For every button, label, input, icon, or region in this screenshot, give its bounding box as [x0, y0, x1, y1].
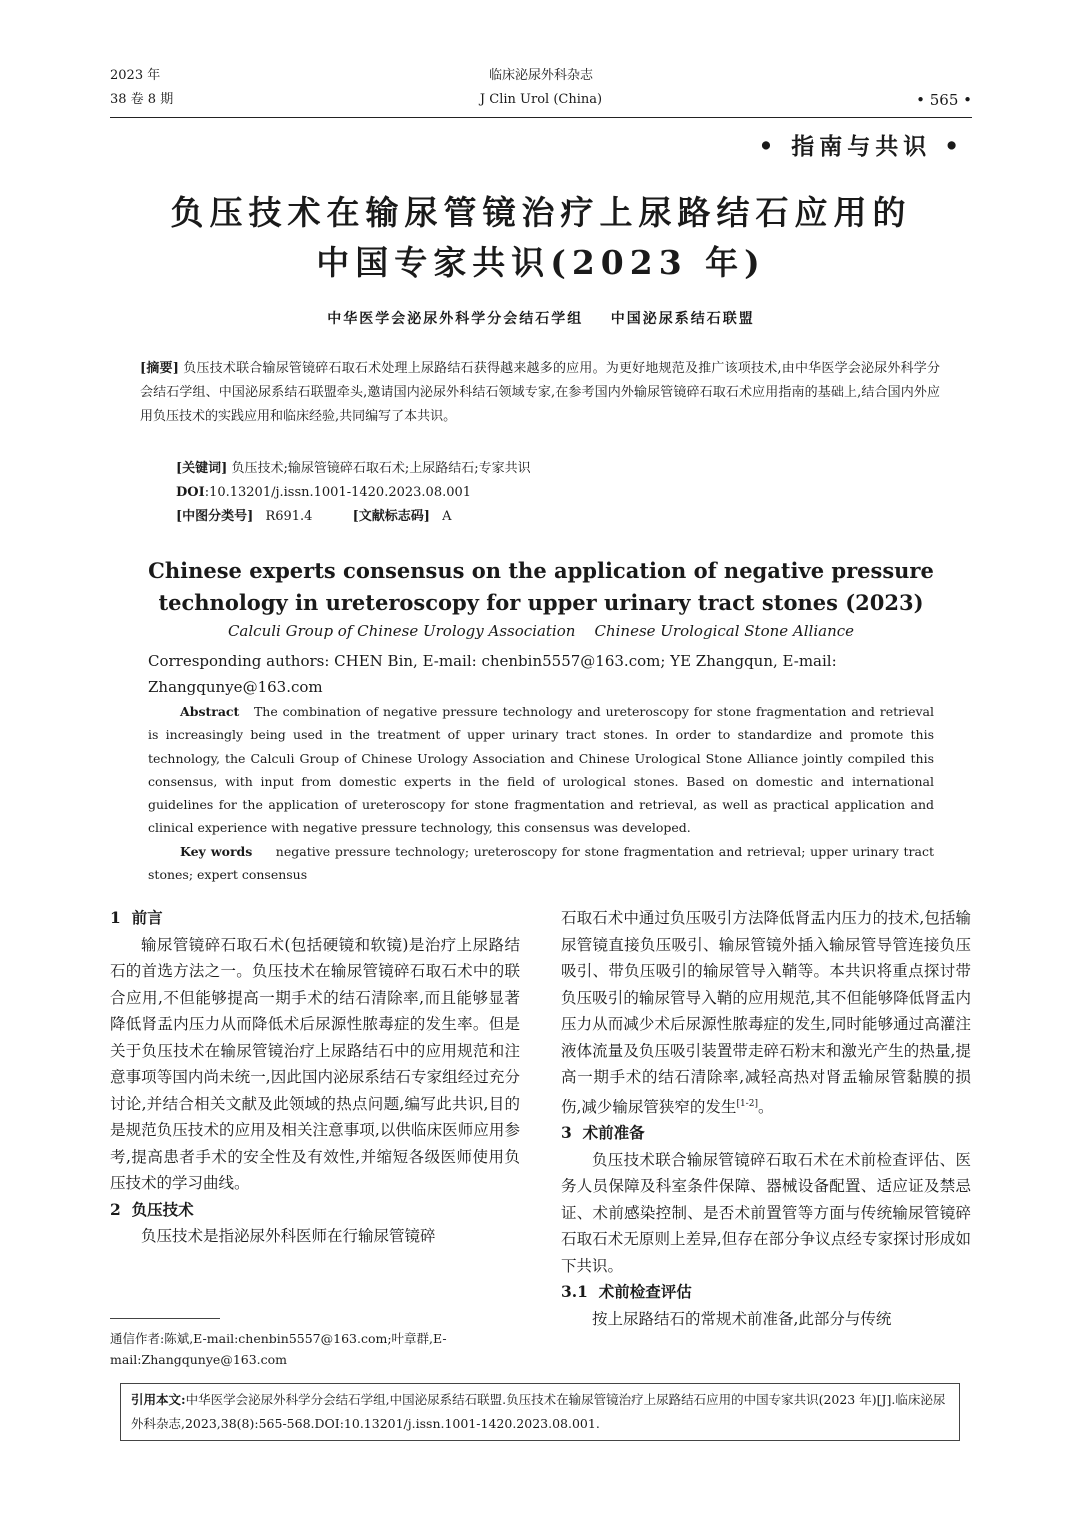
doi-text: :10.13201/j.issn.1001-1420.2023.08.001	[204, 485, 472, 500]
keywords-cn-label: [关键词]	[176, 461, 228, 476]
section-2-paragraph-cont	[561, 905, 971, 1120]
section-1-heading: 1 前言	[110, 908, 163, 927]
classification-value: R691.4	[265, 509, 313, 524]
citation-text: 中华医学会泌尿外科学分会结石学组,中国泌尿系结石联盟.负压技术在输尿管镜治疗上尿路结石应用的中国专家共识(2023 年)[J].临床泌尿外科杂志,2023,38(8):565-568.DOI:10.13201/j.issn.1001-1420.2023.08.001.	[131, 1392, 946, 1431]
abstract-cn	[140, 357, 940, 429]
abstract-en-label: Abstract	[180, 704, 240, 719]
section-2-end: 。	[757, 1097, 774, 1116]
keywords-en-label: Key words	[180, 844, 253, 859]
abstract-en	[148, 700, 934, 840]
keywords-cn-text: 负压技术;输尿管镜碎石取石术;上尿路结石;专家共识	[231, 461, 531, 476]
section-2-heading: 2 负压技术	[110, 1199, 194, 1219]
classification	[176, 506, 451, 528]
header-journal	[110, 64, 972, 112]
abstract-cn-label: [摘要]	[140, 361, 179, 376]
running-header	[110, 64, 972, 116]
abstract-cn-text: 负压技术联合输尿管镜碎石取石术处理上尿路结石获得越来越多的应用。为更好地规范及推广该项技术,由中华医学会泌尿外科学分会结石学组、中国泌尿系结石联盟牵头,邀请国内泌尿外科结石领域专家,在参考国内外输尿管镜碎石取石术应用指南的基础上,结合国内外应用负压技术的实践应用和临床经验,共同编写了本共识。	[140, 361, 940, 424]
section-2-text: 石取石术中通过负压吸引方法降低肾盂内压力的技术,包括输尿管镜直接负压吸引、输尿管镜外插入输尿管导管连接负压吸引、带负压吸引的输尿管导入鞘等。本共识将重点探讨带负压吸引的输尿管导入鞘的应用规范,其不但能够降低肾盂内压力从而减少术后尿源性脓毒症的发生,同时能够通过高灌注液体流量及负压吸引装置带走碎石粉末和激光产生的热量,提高一期手术的结石清除率,减轻高热对肾盂输尿管黏膜的损伤,减少输尿管狭窄的发生	[561, 909, 971, 1116]
body-column-right	[561, 905, 971, 1332]
citation-box	[120, 1383, 960, 1441]
abstract-en-text: The combination of negative pressure technology and ureteroscopy for stone fragmentation and retrieval is increasingly being used in the treatment of upper urinary tract stones. In order to standardize and promote this technology, the Calculi Group of Chinese Urology Association and Chinese Urological Stone Alliance jointly compiled this consensus, with input from domestic experts in the field of urological stones. Based on domestic and international guidelines for the application of ureteroscopy for stone fragmentation and retrieval, as well as practical application and clinical experience with negative pressure technology, this consensus was developed.	[148, 704, 934, 836]
title-cn-line2: 中国专家共识(2023 年)	[316, 243, 766, 282]
header-volume: 38 卷 8 期	[110, 92, 174, 107]
header-year: 2023 年	[110, 68, 161, 83]
section-2-reference: [1-2]	[736, 1098, 758, 1109]
section-3-1-heading: 3.1 术前检查评估	[561, 1282, 692, 1302]
section-2-paragraph-start: 负压技术是指泌尿外科医师在行输尿管镜碎	[141, 1227, 436, 1245]
corresponding-authors: Corresponding authors: CHEN Bin, E-mail: chenbin5557@163.com; YE Zhangqun, E-mail: Zhangqunye@163.com	[148, 652, 837, 696]
doc-code-label: [文献标志码]	[352, 509, 430, 524]
keywords-en	[148, 840, 934, 887]
footnote-rule	[110, 1318, 220, 1319]
header-page-number: • 565 •	[916, 91, 972, 109]
section-3-1-paragraph: 按上尿路结石的常规术前准备,此部分与传统	[592, 1309, 892, 1328]
doi	[176, 482, 471, 504]
section-3-heading: 3 术前准备	[561, 1123, 645, 1143]
title-en: Chinese experts consensus on the application of negative pressure technology in ureteroscopy for upper urinary tract stones (2023)	[148, 558, 934, 615]
section-3-paragraph: 负压技术联合输尿管镜碎石取石术在术前检查评估、医务人员保障及科室条件保障、器械设备配置、适应证及禁忌证、术前感染控制、是否术前置管等方面与传统输尿管镜碎石取石术无原则上差异,但存在部分争议点经专家探讨形成如下共识。	[561, 1150, 971, 1275]
section-tag: • 指南与共识 •	[758, 133, 964, 160]
doi-label: DOI	[176, 485, 205, 500]
classification-label: [中图分类号]	[176, 509, 254, 524]
header-journal-cn: 临床泌尿外科杂志	[488, 68, 593, 83]
body-column-left	[110, 905, 520, 1250]
authors-cn: 中华医学会泌尿外科学分会结石学组 中国泌尿系结石联盟	[327, 311, 755, 327]
citation-label: 引用本文:	[131, 1392, 186, 1407]
keywords-cn	[176, 458, 531, 480]
header-journal-en: J Clin Urol (China)	[479, 92, 603, 107]
footnote-corresponding: 通信作者:陈斌,E-mail:chenbin5557@163.com;叶章群,E-mail:Zhangqunye@163.com	[110, 1331, 447, 1367]
title-cn-line1: 负压技术在输尿管镜治疗上尿路结石应用的	[170, 193, 912, 232]
keywords-en-text: negative pressure technology; ureteroscopy for stone fragmentation and retrieval; upper urinary tract stones; expert consensus	[148, 844, 935, 883]
header-rule	[110, 117, 972, 118]
authors-en: Calculi Group of Chinese Urology Association Chinese Urological Stone Alliance	[227, 622, 855, 640]
title-cn	[110, 188, 972, 288]
section-1-paragraph: 输尿管镜碎石取石术(包括硬镜和软镜)是治疗上尿路结石的首选方法之一。负压技术在输尿管镜碎石取石术中的联合应用,不但能够提高一期手术的结石清除率,而且能够显著降低肾盂内压力从而降低术后尿源性脓毒症的发生率。但是关于负压技术在输尿管镜治疗上尿路结石中的应用规范和注意事项等国内尚未统一,因此国内泌尿系结石专家组经过充分讨论,并结合相关文献及此领域的热点问题,编写此共识,目的是规范负压技术的应用及相关注意事项,以供临床医师应用参考,提高患者手术的安全性及有效性,并缩短各级医师使用负压技术的学习曲线。	[110, 935, 520, 1192]
doc-code-value: A	[442, 509, 452, 524]
